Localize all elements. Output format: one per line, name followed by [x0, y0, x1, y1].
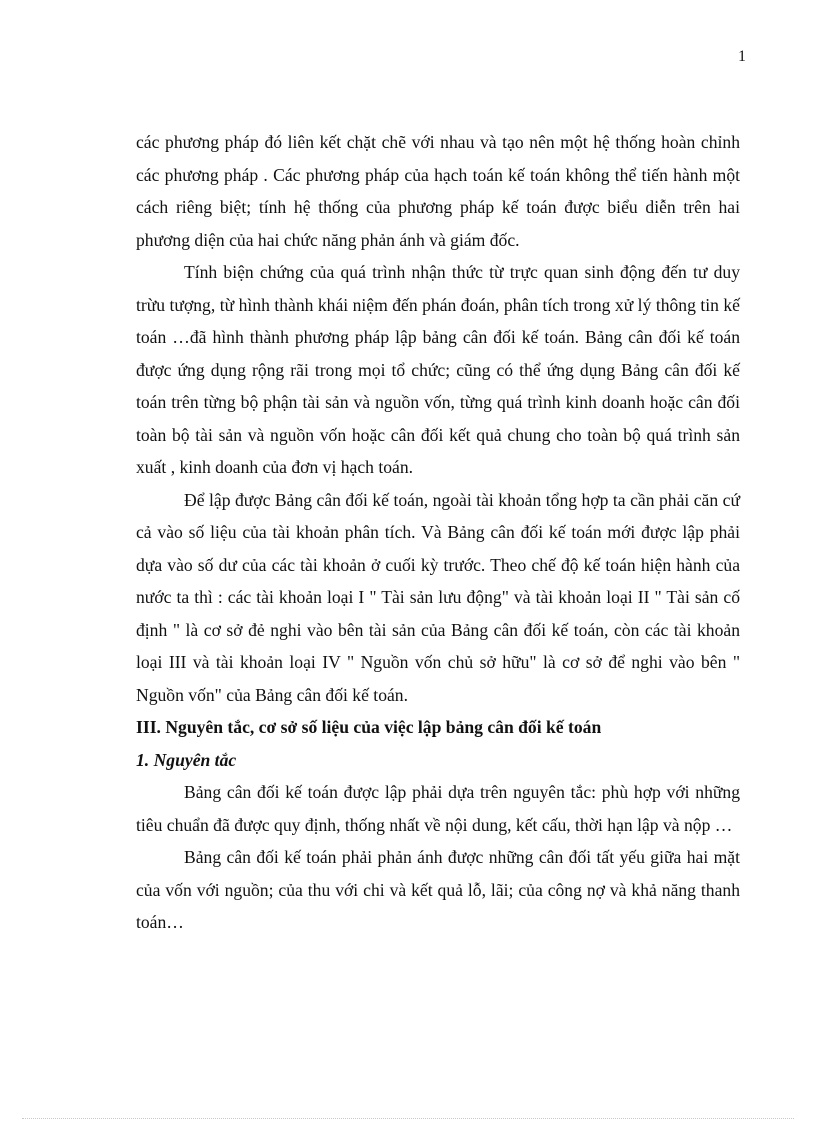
- section-heading: III. Nguyên tắc, cơ sở số liệu của việc lập bảng cân đối kế toán: [136, 717, 602, 737]
- paragraph-continuation: các phương pháp đó liên kết chặt chẽ với nhau và tạo nên một hệ thống hoàn chỉnh các phương pháp . Các phương pháp của hạch toán kế toán không thể tiến hành một cách riêng biệt; tính hệ thống của phương pháp kế toán được biểu diễn trên hai phương diện của hai chức năng phản ánh và giám đốc.: [136, 132, 740, 250]
- paragraph-dialectic: Tính biện chứng của quá trình nhận thức từ trực quan sinh động đến tư duy trừu tượng, từ hình thành khái niệm đến phán đoán, phân tích trong xử lý thông tin kế toán …đã hình thành phương pháp lập bảng cân đối kế toán. Bảng cân đối kế toán được ứng dụng rộng rãi trong mọi tổ chức; cũng có thể ứng dụng Bảng cân đối kế toán trên từng bộ phận tài sản và nguồn vốn, từng quá trình kinh doanh hoặc cân đối toàn bộ tài sản và nguồn vốn hoặc cân đối kết quả chung cho toàn bộ quá trình sản xuất , kinh doanh của đơn vị hạch toán.: [136, 262, 740, 477]
- footer-divider: [22, 1118, 794, 1119]
- document-body: [136, 126, 740, 939]
- subsection-heading: 1. Nguyên tắc: [136, 749, 237, 770]
- paragraph-principle: Bảng cân đối kế toán được lập phải dựa trên nguyên tắc: phù hợp với những tiêu chuẩn đã được quy định, thống nhất về nội dung, kết cấu, thời hạn lập và nộp …: [136, 782, 740, 835]
- paragraph-balance: Bảng cân đối kế toán phải phản ánh được những cân đối tất yếu giữa hai mặt của vốn với nguồn; của thu với chi và kết quả lỗ, lãi; của công nợ và khả năng thanh toán…: [136, 847, 740, 932]
- paragraph-preparation: Để lập được Bảng cân đối kế toán, ngoài tài khoản tổng hợp ta cần phải căn cứ cả vào số liệu của tài khoản phân tích. Và Bảng cân đối kế toán mới được lập phải dựa vào số dư của các tài khoản ở cuối kỳ trước. Theo chế độ kế toán hiện hành của nước ta thì : các tài khoản loại I " Tài sản lưu động" và tài khoản loại II " Tài sản cố định " là cơ sở đẻ nghi vào bên tài sản của Bảng cân đối kế toán, còn các tài khoản loại III và tài khoản loại IV " Nguồn vốn chủ sở hữu" là cơ sở để nghi vào bên " Nguồn vốn" của Bảng cân đối kế toán.: [136, 489, 740, 705]
- page-number: 1: [738, 48, 746, 65]
